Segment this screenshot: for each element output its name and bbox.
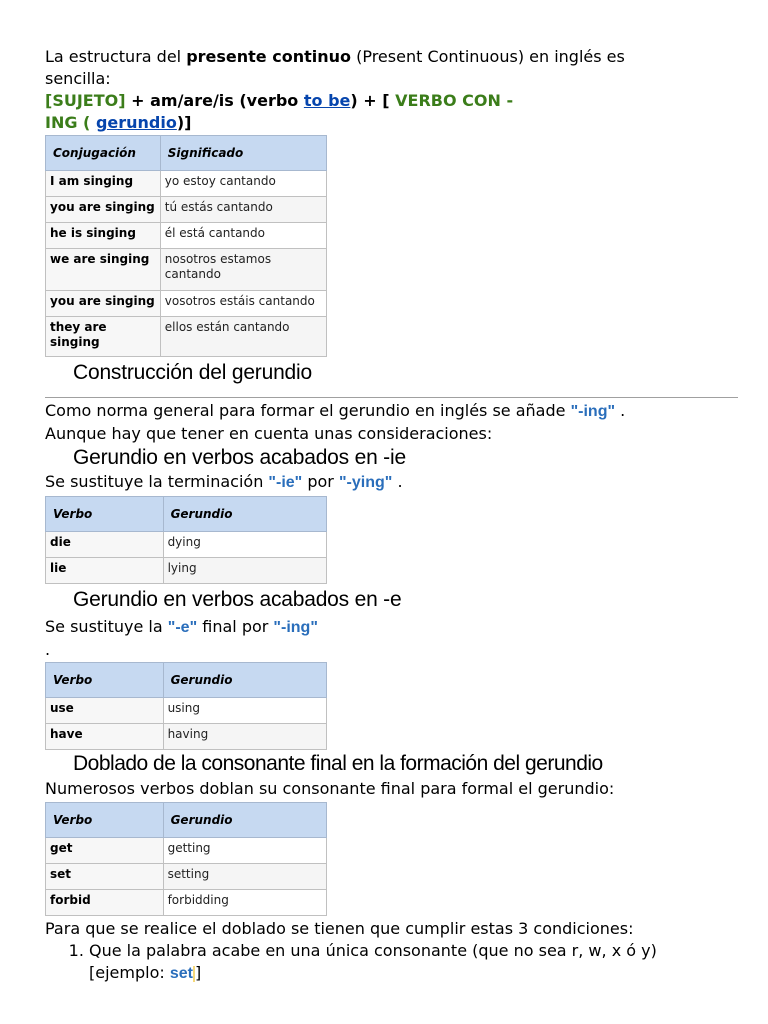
- table-header-row: [46, 497, 327, 532]
- construction-text-end: .: [615, 401, 626, 420]
- e-highlight: "-e": [167, 619, 198, 636]
- ie-paragraph: [45, 471, 745, 494]
- to-be-link[interactable]: to be: [303, 91, 351, 110]
- intro-text: La estructura del: [45, 47, 187, 66]
- table-cell: using: [163, 698, 326, 724]
- condition-example-end: ]: [194, 963, 202, 982]
- table-cell: forbidding: [163, 890, 326, 916]
- double-paragraph: Numerosos verbos doblan su consonante final para formal el gerundio:: [45, 779, 615, 798]
- ie-text: Se sustituye la terminación: [45, 472, 269, 491]
- table-cell: get: [46, 838, 164, 864]
- construction-paragraph: [45, 400, 745, 445]
- table-row: [46, 249, 327, 291]
- table-cell: él está cantando: [160, 223, 326, 249]
- table-cell: they are singing: [46, 317, 161, 357]
- condition-text: Que la palabra acabe en una única consonante (que no sea r, w, x ó y): [89, 941, 657, 960]
- table-row: [46, 291, 327, 317]
- formula-verb: VERBO CON -: [395, 91, 514, 110]
- table-cell: I am singing: [46, 171, 161, 197]
- table-cell: nosotros estamos cantando: [160, 249, 326, 291]
- ying-highlight: "-ying": [338, 474, 393, 491]
- ing-highlight: "-ing": [570, 403, 616, 420]
- table-header-row: [46, 663, 327, 698]
- ie-highlight: "-ie": [268, 474, 303, 491]
- formula-end: )]: [176, 113, 192, 132]
- table-header-row: [46, 136, 327, 171]
- table-header: Gerundio: [163, 803, 326, 838]
- e-text-dot: .: [45, 640, 51, 659]
- formula: [45, 90, 745, 134]
- table-cell: lie: [46, 558, 164, 584]
- table-cell: setting: [163, 864, 326, 890]
- table-row: [46, 223, 327, 249]
- table-cell: ellos están cantando: [160, 317, 326, 357]
- formula-auxiliary: + am/are/is (verbo: [125, 91, 304, 110]
- e-paragraph: [45, 616, 745, 661]
- ing-highlight-2: "-ing": [273, 619, 318, 636]
- table-cell: use: [46, 698, 164, 724]
- divider: [45, 397, 738, 398]
- table-cell: forbid: [46, 890, 164, 916]
- formula-subject: [SUJETO]: [45, 91, 126, 110]
- intro-paragraph: [45, 46, 745, 90]
- table-row: [46, 864, 327, 890]
- intro-text-line2: sencilla:: [45, 69, 111, 88]
- table-row: [46, 558, 327, 584]
- conjugation-table: [45, 135, 327, 357]
- table-row: [46, 698, 327, 724]
- ie-text-mid: por: [302, 472, 339, 491]
- table-cell: he is singing: [46, 223, 161, 249]
- document-page: [45, 46, 745, 985]
- table-cell: have: [46, 724, 164, 750]
- table-row: [46, 171, 327, 197]
- table-header: Verbo: [46, 803, 164, 838]
- e-text: Se sustituye la: [45, 617, 168, 636]
- double-table: [45, 802, 327, 916]
- table-cell: you are singing: [46, 291, 161, 317]
- table-row: [46, 197, 327, 223]
- intro-text-end: (Present Continuous) en inglés es: [351, 47, 625, 66]
- table-cell: yo estoy cantando: [160, 171, 326, 197]
- construction-text: Como norma general para formar el gerundio en inglés se añade: [45, 401, 571, 420]
- ie-text-end: .: [392, 472, 403, 491]
- intro-bold-term: presente continuo: [186, 47, 351, 66]
- section-heading-double: Doblado de la consonante final en la formación del gerundio: [73, 752, 603, 775]
- table-header: Verbo: [46, 497, 164, 532]
- ie-table: [45, 496, 327, 584]
- table-cell: you are singing: [46, 197, 161, 223]
- table-cell: getting: [163, 838, 326, 864]
- table-row: [46, 838, 327, 864]
- table-header: Gerundio: [163, 497, 326, 532]
- table-header-row: [46, 803, 327, 838]
- conditions-list: [45, 940, 745, 985]
- formula-plus: ) + [: [350, 91, 396, 110]
- section-heading-e: Gerundio en verbos acabados en -e: [73, 588, 402, 611]
- table-cell: we are singing: [46, 249, 161, 291]
- table-cell: vosotros estáis cantando: [160, 291, 326, 317]
- condition-example: [ejemplo:: [89, 963, 170, 982]
- construction-text-line2: Aunque hay que tener en cuenta unas consideraciones:: [45, 424, 493, 443]
- table-cell: having: [163, 724, 326, 750]
- table-cell: dying: [163, 532, 326, 558]
- gerundio-link[interactable]: gerundio: [95, 113, 177, 132]
- table-cell: tú estás cantando: [160, 197, 326, 223]
- e-text-mid: final por: [197, 617, 274, 636]
- formula-verb-ing: ING (: [45, 113, 91, 132]
- table-row: [46, 890, 327, 916]
- section-heading-ie: Gerundio en verbos acabados en -ie: [73, 446, 406, 469]
- section-heading-construction: Construcción del gerundio: [73, 361, 312, 384]
- list-item: [89, 940, 745, 985]
- e-table: [45, 662, 327, 750]
- table-cell: set: [46, 864, 164, 890]
- table-header: Significado: [160, 136, 326, 171]
- conditions-intro: Para que se realice el doblado se tienen que cumplir estas 3 condiciones:: [45, 919, 634, 938]
- example-word: set: [169, 965, 193, 982]
- table-header: Gerundio: [163, 663, 326, 698]
- table-header: Conjugación: [46, 136, 161, 171]
- table-row: [46, 724, 327, 750]
- table-cell: die: [46, 532, 164, 558]
- table-row: [46, 317, 327, 357]
- table-row: [46, 532, 327, 558]
- table-cell: lying: [163, 558, 326, 584]
- table-header: Verbo: [46, 663, 164, 698]
